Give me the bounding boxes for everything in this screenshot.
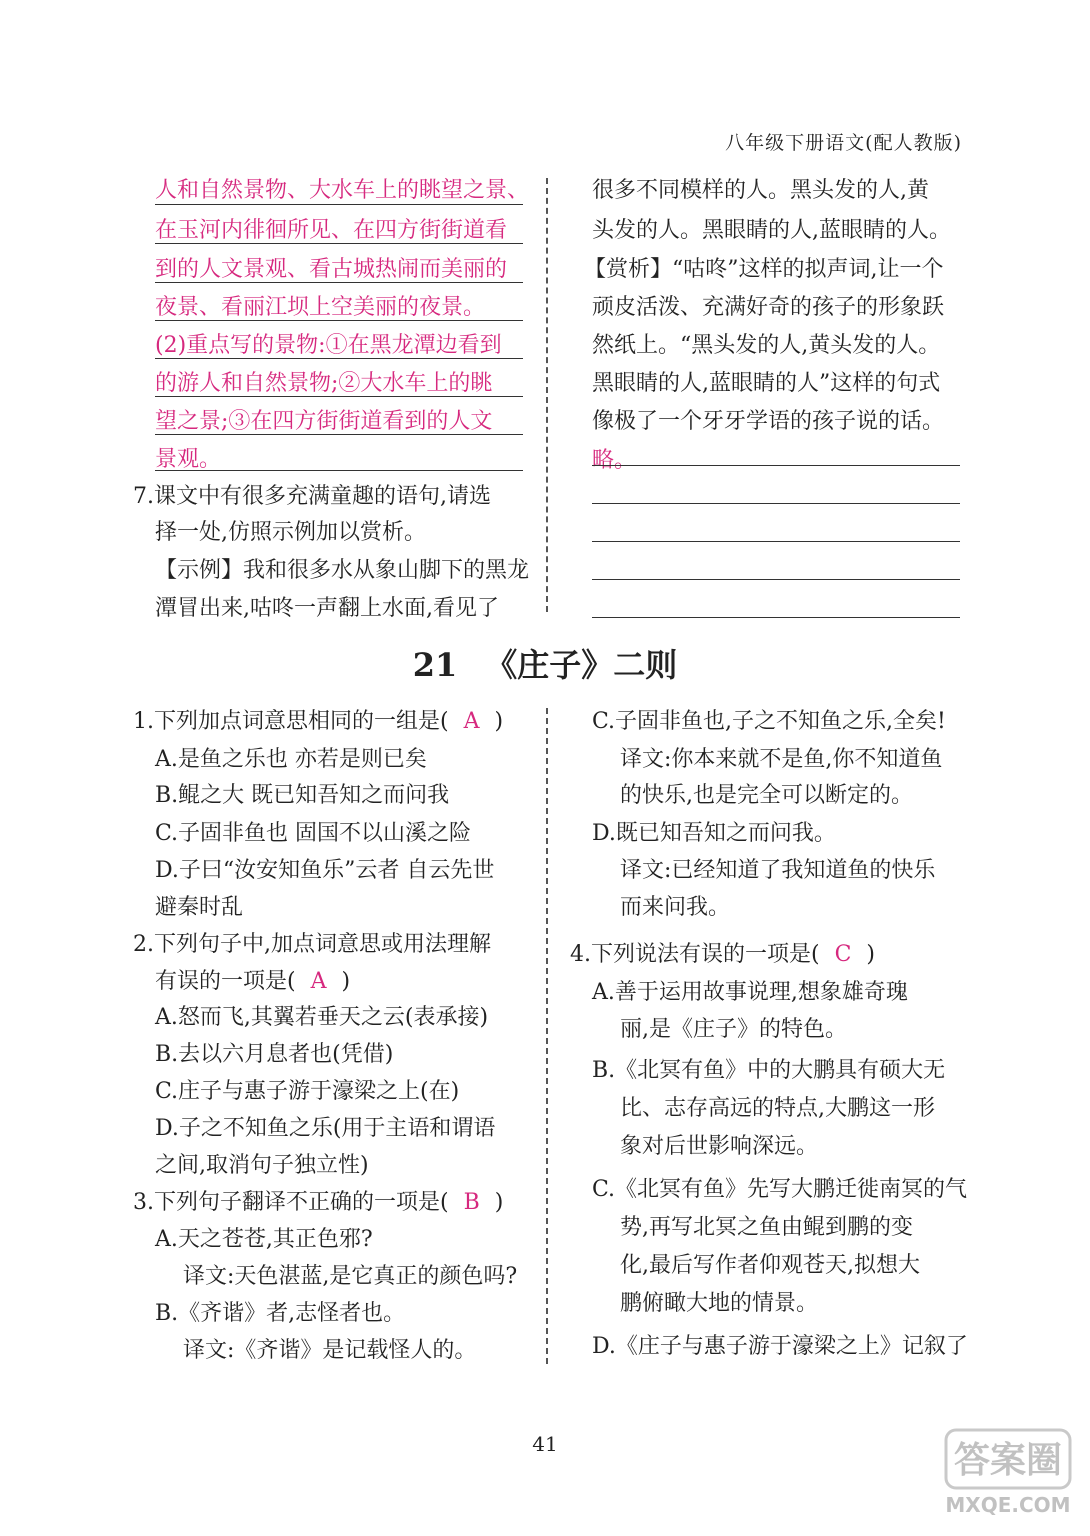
answer-rule (155, 358, 523, 359)
watermark-url: MXQE.COM (945, 1493, 1071, 1517)
translation-line: 译文:《齐谐》是记载怪人的。 (183, 1338, 477, 1363)
option-line: A.善于运用故事说理,想象雄奇瑰 (592, 980, 908, 1005)
answer-line: 人和自然景物、大水车上的眺望之景、 (155, 178, 530, 203)
column-divider-top (546, 178, 548, 612)
question-7-line: 7.课文中有很多充满童趣的语句,请选 (133, 484, 491, 509)
section-name: 《庄子》二则 (485, 646, 678, 684)
appreciation-line: 头发的人。黑眼睛的人,蓝眼睛的人。 (592, 218, 951, 243)
question-7-line: 择一处,仿照示例加以赏析。 (155, 520, 426, 545)
option-line: B.去以六月息者也(凭借) (155, 1042, 394, 1067)
watermark-logo (944, 1428, 1072, 1520)
translation-line: 而来问我。 (620, 895, 731, 920)
appreciation-line: 顽皮活泼、充满好奇的孩子的形象跃 (592, 295, 945, 320)
option-line: A.天之苍苍,其正色邪? (155, 1227, 373, 1252)
answer-choice: C (834, 942, 852, 967)
answer-rule (155, 204, 523, 205)
book-title-header: 八年级下册语文(配人教版) (725, 132, 962, 154)
answer-rule (155, 470, 523, 471)
answer-rule (592, 465, 960, 466)
answer-rule (592, 503, 960, 504)
option-line: B.鲲之大 既已知吾知之而问我 (155, 783, 450, 808)
appreciation-line: 很多不同模样的人。黑头发的人,黄 (592, 178, 929, 203)
example-line: 潭冒出来,咕咚一声翻上水面,看见了 (155, 596, 499, 621)
option-line: 鹏俯瞰大地的情景。 (620, 1291, 819, 1316)
option-line: 丽,是《庄子》的特色。 (620, 1017, 847, 1042)
option-line: 象对后世影响深远。 (620, 1134, 819, 1159)
question-4-stem: 4.下列说法有误的一项是( C ) (570, 942, 876, 967)
option-line: C.庄子与惠子游于濠梁之上(在) (155, 1079, 460, 1104)
translation-line: 译文:你本来就不是鱼,你不知道鱼 (620, 747, 943, 772)
answer-rule (592, 617, 960, 618)
answer-rule (155, 434, 523, 435)
answer-choice: A (463, 709, 480, 734)
option-line: D.子曰“汝安知鱼乐”云者 自云先世 (155, 858, 495, 883)
option-line: D.子之不知鱼之乐(用于主语和谓语 (155, 1116, 496, 1141)
translation-line: 译文:天色湛蓝,是它真正的颜色吗? (183, 1264, 518, 1289)
answer-line: 在玉河内徘徊所见、在四方街街道看 (155, 218, 508, 243)
option-line: 化,最后写作者仰观苍天,拟想大 (620, 1253, 920, 1278)
appreciation-line: 然纸上。“黑头发的人,黄头发的人。 (592, 333, 941, 358)
option-line: C.《北冥有鱼》先写大鹏迁徙南冥的气 (592, 1177, 968, 1202)
translation-line: 的快乐,也是完全可以断定的。 (620, 783, 913, 808)
answer-rule (155, 320, 523, 321)
option-line: A.怒而飞,其翼若垂天之云(表承接) (155, 1005, 489, 1030)
section-number: 21 (412, 646, 458, 684)
option-line: C.子固非鱼也,子之不知鱼之乐,全矣! (592, 709, 946, 734)
column-divider-bottom (546, 708, 548, 1364)
answer-choice: B (463, 1190, 480, 1215)
answer-rule (592, 541, 960, 542)
question-2-stem: 有误的一项是( A ) (155, 969, 351, 994)
option-line: 之间,取消句子独立性) (155, 1153, 369, 1178)
question-3-stem: 3.下列句子翻译不正确的一项是( B ) (133, 1190, 504, 1215)
watermark-logo-text: 答案圈 (953, 1440, 1063, 1481)
answer-line: 望之景;③在四方街街道看到的人文 (155, 409, 493, 434)
answer-line: 景观。 (155, 447, 222, 472)
option-line: B.《齐谐》者,志怪者也。 (155, 1301, 406, 1326)
answer-line: 夜景、看丽江坝上空美丽的夜景。 (155, 295, 486, 320)
option-line: C.子固非鱼也 固国不以山溪之险 (155, 821, 472, 846)
answer-choice: A (310, 969, 327, 994)
answer-rule (155, 396, 523, 397)
answer-line: (2)重点写的景物:①在黑龙潭边看到 (155, 333, 502, 358)
translation-line: 译文:已经知道了我知道鱼的快乐 (620, 858, 936, 883)
answer-line: 的游人和自然景物;②大水车上的眺 (155, 371, 493, 396)
question-1-stem: 1.下列加点词意思相同的一组是( A ) (133, 709, 504, 734)
option-line: 势,再写北冥之鱼由鲲到鹏的变 (620, 1215, 913, 1240)
option-line: 比、志存高远的特点,大鹏这一形 (620, 1096, 935, 1121)
appreciation-line: 黑眼睛的人,蓝眼睛的人”这样的句式 (592, 371, 941, 396)
option-line: D.《庄子与惠子游于濠梁之上》记叙了 (592, 1334, 968, 1359)
answer-text: 略。 (592, 448, 637, 473)
page-number: 41 (532, 1432, 558, 1456)
example-line: 【示例】我和很多水从象山脚下的黑龙 (155, 558, 530, 583)
option-line: B.《北冥有鱼》中的大鹏具有硕大无 (592, 1058, 946, 1083)
answer-rule (155, 243, 523, 244)
appreciation-line: 像极了一个牙牙学语的孩子说的话。 (592, 409, 945, 434)
option-line: 避秦时乱 (155, 895, 244, 920)
question-2-stem: 2.下列句子中,加点词意思或用法理解 (133, 932, 491, 957)
option-line: A.是鱼之乐也 亦若是则已矣 (155, 747, 427, 772)
option-line: D.既已知吾知之而问我。 (592, 821, 836, 846)
answer-rule (592, 579, 960, 580)
appreciation-line: 【赏析】“咕咚”这样的拟声词,让一个 (584, 257, 944, 282)
section-title (0, 640, 1090, 686)
answer-line: 到的人文景观、看古城热闹而美丽的 (155, 257, 508, 282)
answer-rule (155, 282, 523, 283)
